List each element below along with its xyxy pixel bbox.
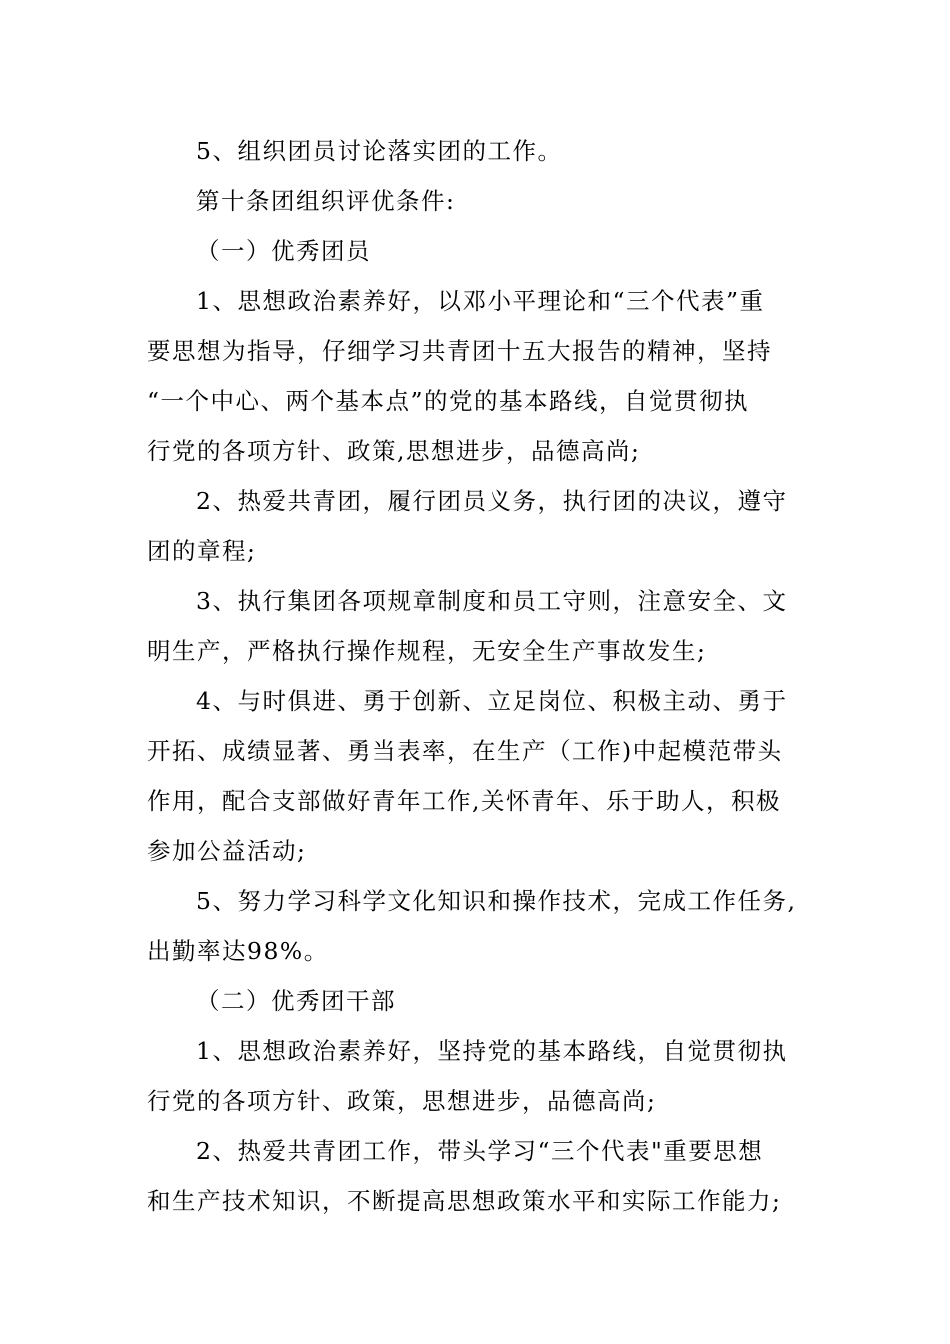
section-heading: （一）优秀团员 <box>196 237 371 265</box>
text-line: 4、与时俱进、勇于创新、立足岗位、积极主动、勇于 <box>196 687 788 715</box>
text-line: 2、热爱共青团工作，带头学习“三个代表"重要思想 <box>196 1137 764 1165</box>
text-line: 开拓、成绩显著、勇当表率，在生产（工作)中起模范带头 <box>147 737 783 765</box>
text-line: 和生产技术知识，不断提高思想政策水平和实际工作能力; <box>147 1187 782 1215</box>
text-line: 第十条团组织评优条件: <box>196 187 456 215</box>
text-line: 5、组织团员讨论落实团的工作。 <box>196 137 563 165</box>
text-line: “一个中心、两个基本点”的党的基本路线，自觉贯彻执 <box>147 387 750 415</box>
text-line: 行党的各项方针、政策，思想进步，品德高尚; <box>147 1087 657 1115</box>
text-line: 3、执行集团各项规章制度和员工守则，注意安全、文 <box>196 587 788 615</box>
text-line: 2、热爱共青团，履行团员义务，执行团的决议，遵守 <box>196 487 788 515</box>
text-line: 明生产，严格执行操作规程，无安全生产事故发生; <box>147 637 707 665</box>
text-line: 参加公益活动; <box>147 837 307 865</box>
text-line: 团的章程; <box>147 537 257 565</box>
section-heading: （二）优秀团干部 <box>196 987 396 1015</box>
text-line: 行党的各项方针、政策,思想进步，品德高尚; <box>147 437 641 465</box>
text-line: 1、思想政治素养好，坚持党的基本路线，自觉贯彻执 <box>196 1037 788 1065</box>
text-line: 1、思想政治素养好，以邓小平理论和“三个代表”重 <box>196 287 765 315</box>
text-line: 5、努力学习科学文化知识和操作技术，完成工作任务, <box>196 887 797 915</box>
text-line: 出勤率达98%。 <box>147 937 329 965</box>
text-line: 作用，配合支部做好青年工作,关怀青年、乐于助人，积极 <box>147 787 781 815</box>
text-line: 要思想为指导，仔细学习共青团十五大报告的精神，坚持 <box>147 337 772 365</box>
